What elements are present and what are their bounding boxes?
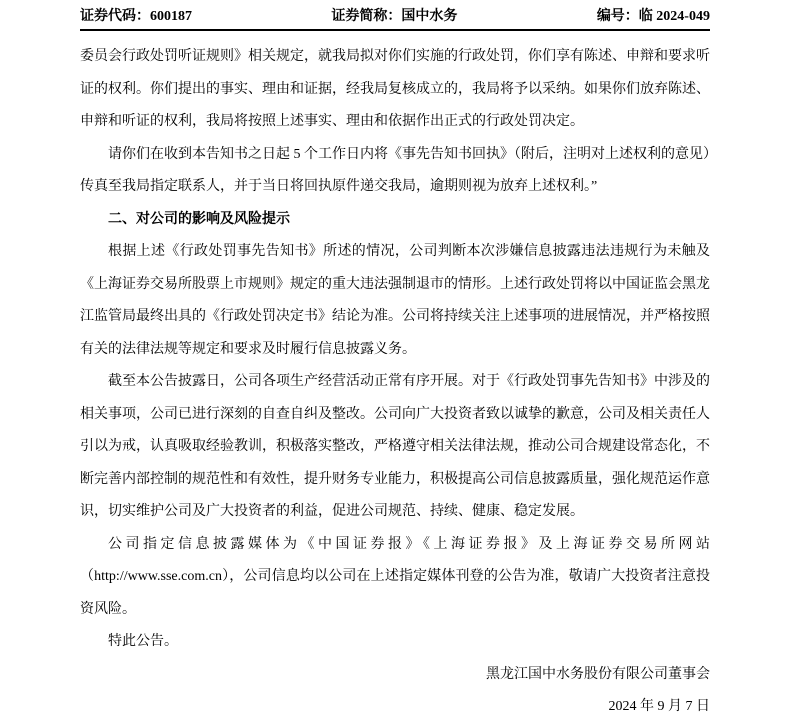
- para-receipt-instructions: 请你们在收到本告知书之日起 5 个工作日内将《事先告知书回执》（附后，注明对上述权利的意见）传真至我局指定联系人，并于当日将回执原件递交我局，逾期则视为放弃上述权利。”: [80, 146, 710, 194]
- para-closing: 特此公告。: [108, 634, 178, 649]
- para-hearing-rights-continuation: 委员会行政处罚听证规则》相关规定，就我局拟对你们实施的行政处罚，你们享有陈述、申辩和要求听证的权利。你们提出的事实、理由和证据，经我局复核成立的，我局将予以采纳。如果你们放弃陈述、申辩和听证的权利，我局将按照上述事实、理由和依据作出正式的行政处罚决定。: [80, 49, 710, 129]
- para-delisting-assessment: 根据上述《行政处罚事先告知书》所述的情况，公司判断本次涉嫌信息披露违法违规行为未触及《上海证券交易所股票上市规则》规定的重大违法强制退市的情形。上述行政处罚将以中国证监会黑龙江监管局最终出具的《行政处罚决定书》结论为准。公司将持续关注上述事项的进展情况，并严格按照有关的法律法规等规定和要求及时履行信息披露义务。: [80, 244, 710, 357]
- section-heading-impact-risk: 二、对公司的影响及风险提示: [108, 211, 290, 227]
- document-header: [80, 8, 710, 31]
- signature-date: 2024 年 9 月 7 日: [608, 699, 710, 714]
- document-body: [80, 41, 710, 724]
- stock-code: 证券代码：600187: [80, 9, 192, 24]
- signature-board: 黑龙江国中水务股份有限公司董事会: [486, 666, 710, 682]
- stock-short-name: 证券简称：国中水务: [331, 9, 458, 24]
- para-rectification-measures: 截至本公告披露日，公司各项生产经营活动正常有序开展。对于《行政处罚事先告知书》中涉及的相关事项，公司已进行深刻的自查自纠及整改。公司向广大投资者致以诚挚的歉意，公司及相关责任人引以为戒，认真吸取经验教训，积极落实整改，严格遵守相关法律法规，推动公司合规建设常态化，不断完善内部控制的规范性和有效性，提升财务专业能力，积极提高公司信息披露质量，强化规范运作意识，切实维护公司及广大投资者的利益，促进公司规范、持续、健康、稳定发展。: [80, 374, 710, 519]
- para-disclosure-media: 公司指定信息披露媒体为《中国证券报》《上海证券报》及上海证券交易所网站（http://www.sse.com.cn），公司信息均以公司在上述指定媒体刊登的公告为准，敬请广大投资者注意投资风险。: [80, 536, 710, 617]
- announcement-number: 编号：临 2024-049: [596, 9, 710, 24]
